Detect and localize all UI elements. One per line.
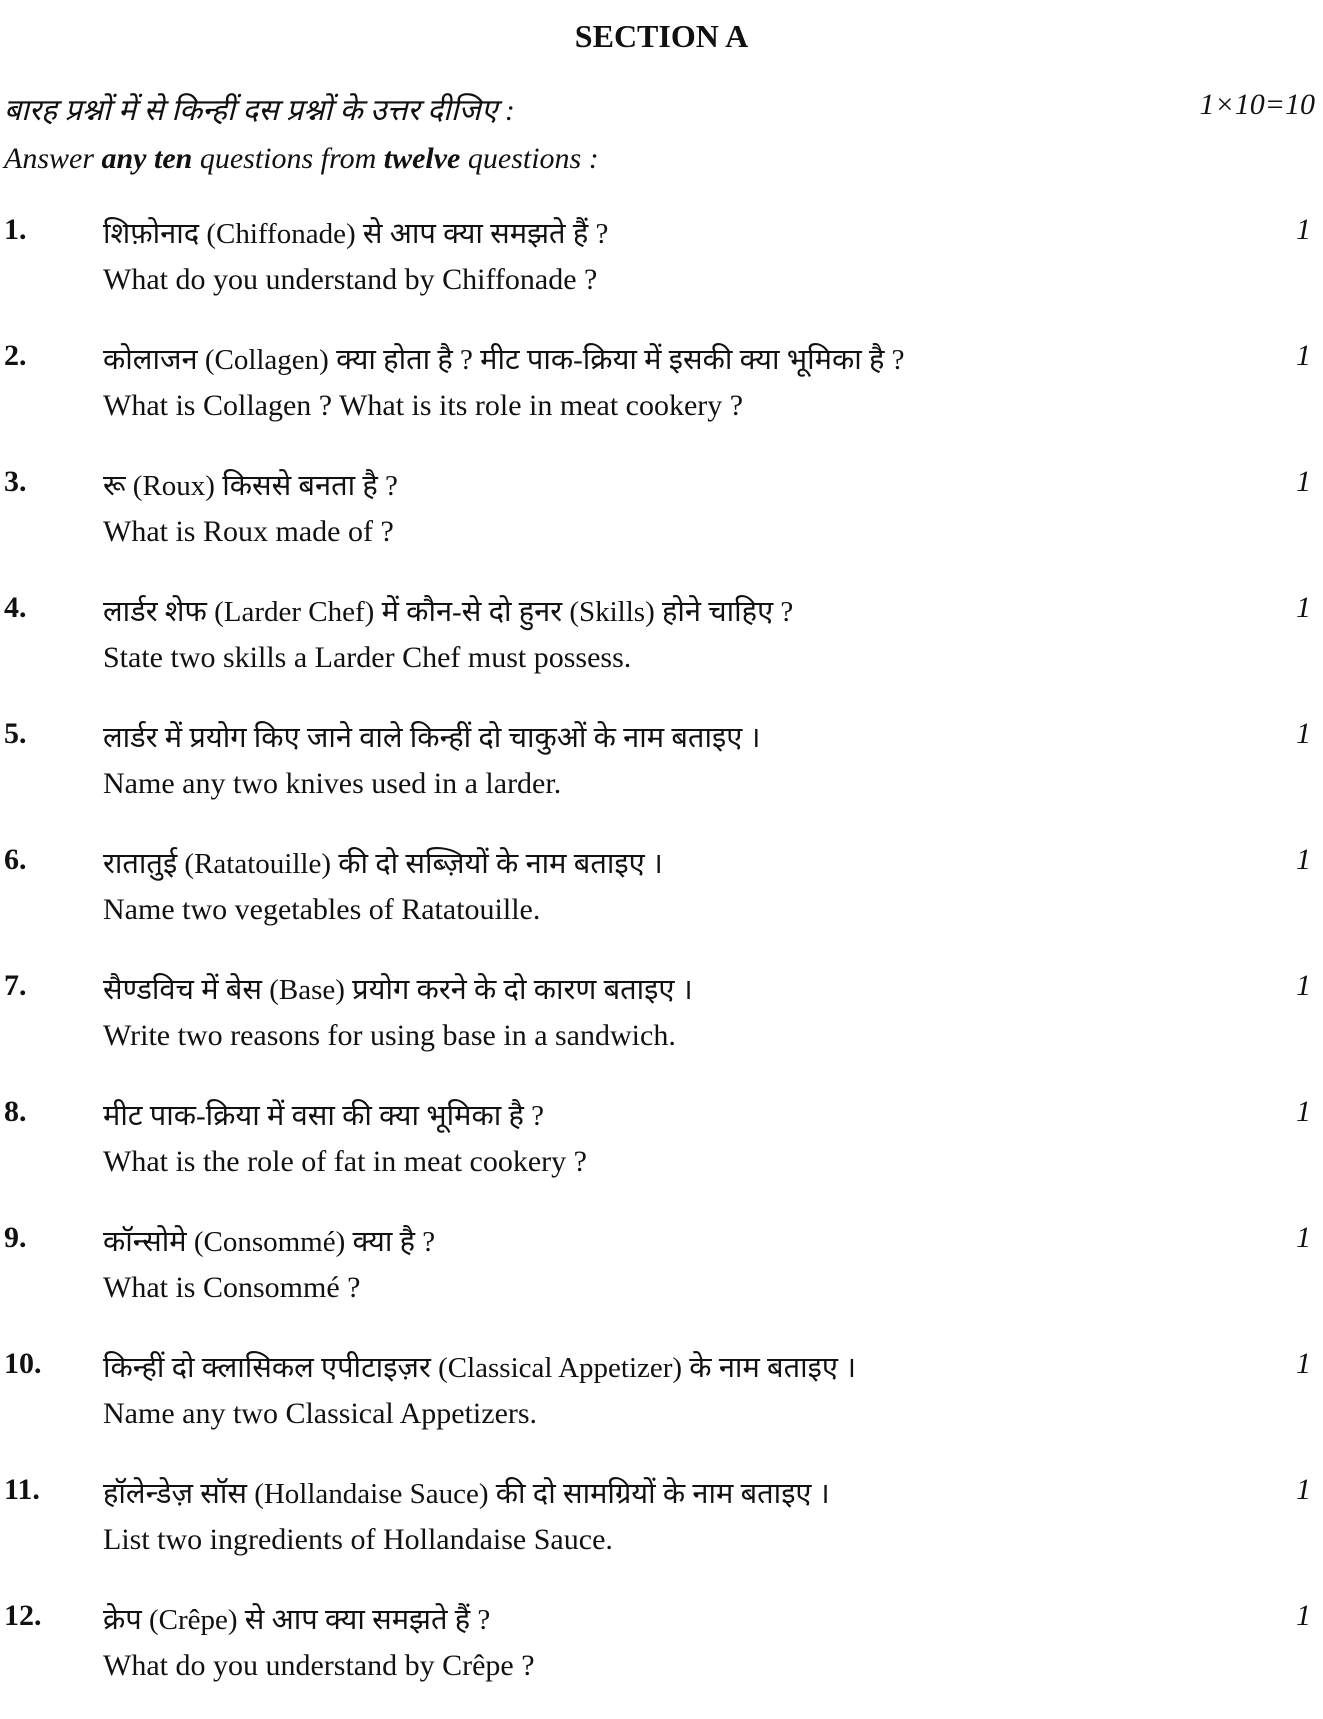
instruction-part: questions :: [460, 142, 599, 175]
question-english: Write two reasons for using base in a sandwich.: [103, 1019, 676, 1052]
instruction-emphasis: twelve: [383, 142, 461, 175]
question-number: 11.: [4, 1473, 40, 1506]
question-marks: 1: [1296, 843, 1311, 876]
question-item: [0, 1095, 1323, 1215]
question-item: [0, 591, 1323, 711]
question-number: 6.: [4, 843, 27, 876]
question-marks: 1: [1296, 1347, 1311, 1380]
question-marks: 1: [1296, 465, 1311, 498]
question-marks: 1: [1296, 969, 1311, 1002]
question-english: What is the role of fat in meat cookery ?: [103, 1145, 587, 1178]
question-item: [0, 843, 1323, 963]
instruction-part: Answer: [4, 142, 102, 175]
question-hindi: सैण्डविच में बेस (Base) प्रयोग करने के दो कारण बताइए ।: [103, 974, 693, 1006]
question-item: [0, 1347, 1323, 1467]
instruction-english: [4, 142, 599, 176]
question-marks: 1: [1296, 1095, 1311, 1128]
question-number: 2.: [4, 339, 27, 372]
question-english: Name any two knives used in a larder.: [103, 767, 562, 800]
question-english: What is Roux made of ?: [103, 515, 394, 548]
question-english: List two ingredients of Hollandaise Sauce.: [103, 1523, 613, 1556]
question-english: What is Collagen ? What is its role in meat cookery ?: [103, 389, 744, 422]
question-marks: 1: [1296, 213, 1311, 246]
question-number: 5.: [4, 717, 27, 750]
question-english: What do you understand by Crêpe ?: [103, 1649, 535, 1682]
question-item: [0, 465, 1323, 585]
section-title: SECTION A: [574, 18, 749, 54]
question-hindi: शिफ़ोनाद (Chiffonade) से आप क्या समझते हैं ?: [103, 218, 609, 250]
question-item: [0, 717, 1323, 837]
question-english: What do you understand by Chiffonade ?: [103, 263, 598, 296]
question-hindi: मीट पाक-क्रिया में वसा की क्या भूमिका है ?: [103, 1100, 544, 1132]
question-number: 10.: [4, 1347, 42, 1380]
question-number: 4.: [4, 591, 27, 624]
total-marks: 1×10=10: [1199, 88, 1315, 121]
question-number: 3.: [4, 465, 27, 498]
question-english: Name any two Classical Appetizers.: [103, 1397, 538, 1430]
question-item: [0, 213, 1323, 333]
question-number: 7.: [4, 969, 27, 1002]
question-hindi: रू (Roux) किससे बनता है ?: [103, 470, 398, 502]
question-hindi: कॉन्सोमे (Consommé) क्या है ?: [103, 1226, 436, 1258]
question-marks: 1: [1296, 1221, 1311, 1254]
question-marks: 1: [1296, 339, 1311, 372]
question-hindi: लार्डर शेफ (Larder Chef) में कौन-से दो हुनर (Skills) होने चाहिए ?: [103, 596, 794, 628]
instruction-hindi: बारह प्रश्नों में से किन्हीं दस प्रश्नों के उत्तर दीजिए :: [4, 94, 515, 127]
question-marks: 1: [1296, 1599, 1311, 1632]
question-hindi: लार्डर में प्रयोग किए जाने वाले किन्हीं दो चाकुओं के नाम बताइए ।: [103, 722, 761, 754]
instruction-emphasis: any ten: [101, 142, 193, 175]
question-english: State two skills a Larder Chef must possess.: [103, 641, 632, 674]
question-item: [0, 1221, 1323, 1341]
question-hindi: किन्हीं दो क्लासिकल एपीटाइज़र (Classical Appetizer) के नाम बताइए ।: [103, 1352, 857, 1384]
question-number: 8.: [4, 1095, 27, 1128]
question-english: Name two vegetables of Ratatouille.: [103, 893, 541, 926]
question-item: [0, 1599, 1323, 1719]
question-hindi: कोलाजन (Collagen) क्या होता है ? मीट पाक-क्रिया में इसकी क्या भूमिका है ?: [103, 344, 905, 376]
question-hindi: क्रेप (Crêpe) से आप क्या समझते हैं ?: [103, 1604, 491, 1636]
question-item: [0, 1473, 1323, 1593]
question-marks: 1: [1296, 1473, 1311, 1506]
question-item: [0, 339, 1323, 459]
question-number: 12.: [4, 1599, 42, 1632]
question-item: [0, 969, 1323, 1089]
instruction-part: questions from: [192, 142, 384, 175]
question-number: 1.: [4, 213, 27, 246]
question-marks: 1: [1296, 591, 1311, 624]
question-number: 9.: [4, 1221, 27, 1254]
question-hindi: रातातुई (Ratatouille) की दो सब्ज़ियों के नाम बताइए ।: [103, 848, 663, 880]
question-hindi: हॉलेन्डेज़ सॉस (Hollandaise Sauce) की दो सामग्रियों के नाम बताइए ।: [103, 1478, 830, 1510]
question-marks: 1: [1296, 717, 1311, 750]
question-english: What is Consommé ?: [103, 1271, 361, 1304]
